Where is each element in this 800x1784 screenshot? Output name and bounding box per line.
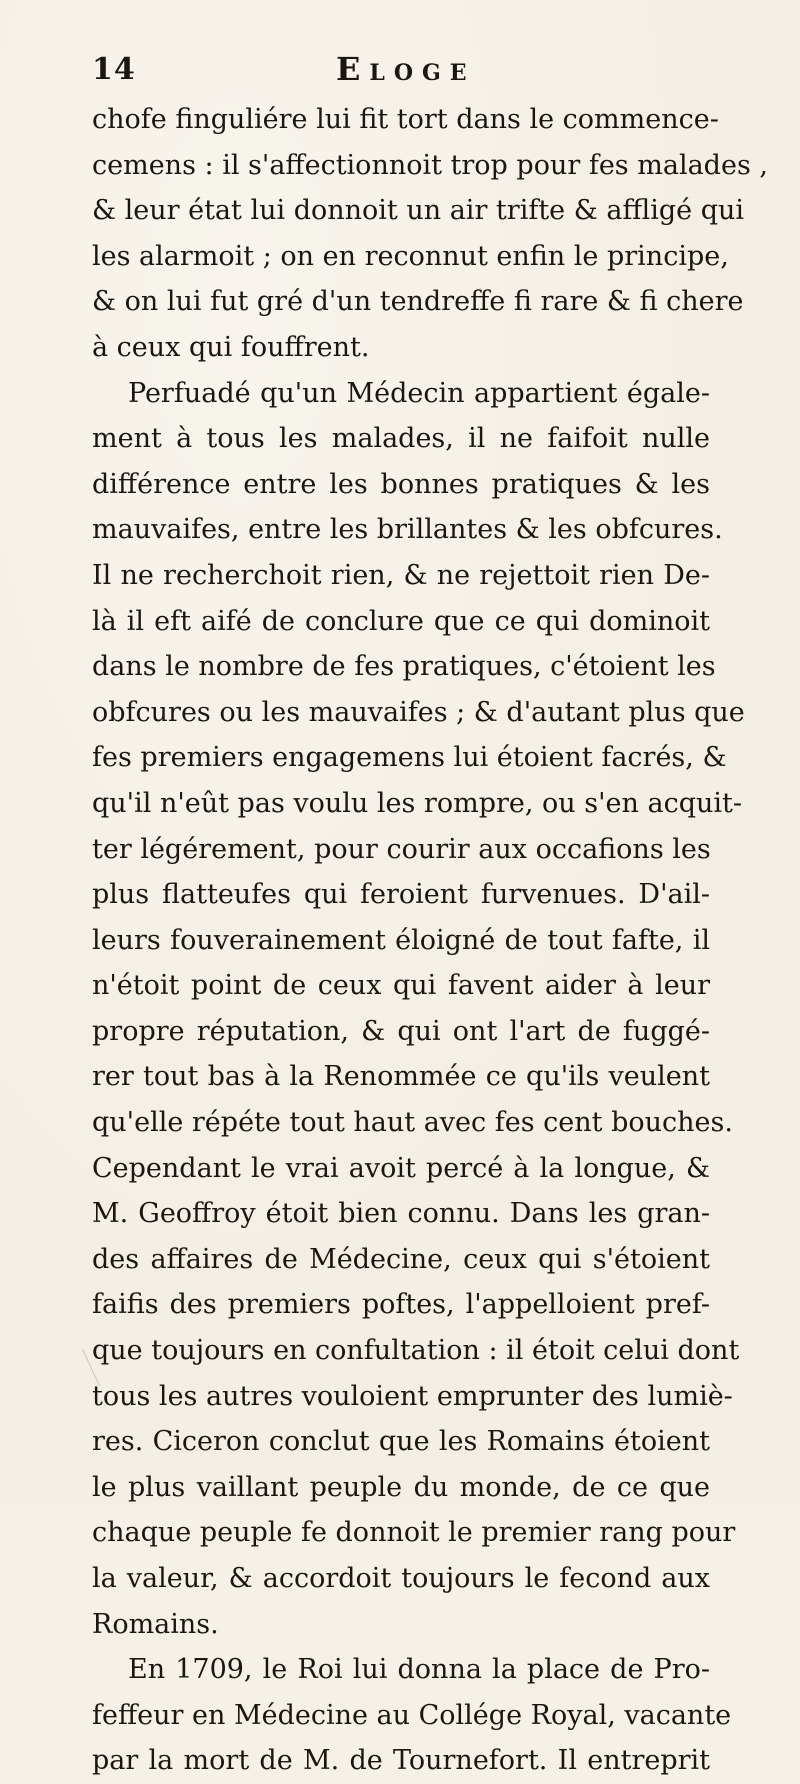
paragraph (92, 97, 768, 371)
text-line: ter légérement, pour courir aux occafions les (92, 833, 711, 865)
text-line: En 1709, le Roi lui donna la place de Pro- (128, 1654, 710, 1686)
text-line: rer tout bas à la Renommée ce qu'ils veulent (92, 1061, 710, 1093)
text-line: Il ne recherchoit rien, & ne rejettoit rien De- (92, 559, 710, 591)
text-line: Perfuadé qu'un Médecin appartient égale- (128, 377, 710, 409)
paragraph (92, 371, 745, 1648)
text-line: Romains. (92, 1608, 219, 1640)
text-line: cemens : il s'affectionnoit trop pour fes malades , (92, 149, 768, 181)
text-line: & leur état lui donnoit un air trifte & affligé qui (92, 195, 745, 227)
text-line: faifis des premiers poftes, l'appelloient pref- (92, 1289, 710, 1321)
text-line: feffeur en Médecine au Collége Royal, vacante (92, 1699, 732, 1731)
text-line: propre réputation, & qui ont l'art de fuggé- (92, 1015, 710, 1047)
text-line: tous les autres vouloient emprunter des lumiè- (92, 1380, 733, 1412)
text-line: ment à tous les malades, il ne faifoit nulle (92, 423, 710, 455)
text-line: M. Geoffroy étoit bien connu. Dans les gran- (92, 1198, 710, 1230)
text-line: plus flatteufes qui feroient furvenues. D'ail- (92, 879, 710, 911)
paragraph (92, 1647, 732, 1784)
text-line: leurs fouverainement éloigné de tout fafte, il (92, 924, 710, 956)
text-line: le plus vaillant peuple du monde, de ce que (92, 1471, 710, 1503)
text-line: différence entre les bonnes pratiques & les (92, 468, 710, 500)
text-line: chaque peuple fe donnoit le premier rang pour (92, 1517, 736, 1549)
text-line: mauvaifes, entre les brillantes & les obfcures. (92, 514, 723, 546)
running-title: Eloge (336, 50, 476, 88)
text-line: des affaires de Médecine, ceux qui s'étoient (92, 1243, 710, 1275)
text-line: là il eft aifé de conclure que ce qui dominoit (92, 605, 710, 637)
page-header (92, 52, 712, 96)
text-line: Cependant le vrai avoit percé à la longue, & (92, 1152, 710, 1184)
text-line: à ceux qui fouffrent. (92, 331, 370, 363)
text-line: & on lui fut gré d'un tendreffe fi rare & fi chere (92, 286, 744, 318)
body-text (92, 97, 768, 1784)
text-line: qu'il n'eût pas voulu les rompre, ou s'en acquit- (92, 787, 742, 819)
text-line: qu'elle répéte tout haut avec fes cent bouches. (92, 1107, 733, 1139)
text-line: la valeur, & accordoit toujours le fecond aux (92, 1563, 710, 1594)
text-line: fes premiers engagemens lui étoient facrés, & (92, 742, 727, 774)
text-line: chofe finguliére lui fit tort dans le commence- (92, 104, 719, 135)
text-line: obfcures ou les mauvaifes ; & d'autant plus que (92, 696, 745, 728)
text-line: dans le nombre de fes pratiques, c'étoient les (92, 651, 716, 683)
text-line: par la mort de M. de Tournefort. Il entreprit (92, 1745, 710, 1777)
text-line: n'étoit point de ceux qui favent aider à leur (92, 970, 710, 1002)
text-line: les alarmoit ; on en reconnut enfin le principe, (92, 240, 729, 272)
page-number: 14 (92, 52, 136, 87)
text-line: que toujours en confultation : il étoit celui dont (92, 1335, 740, 1367)
text-line: res. Ciceron conclut que les Romains étoient (92, 1426, 710, 1458)
